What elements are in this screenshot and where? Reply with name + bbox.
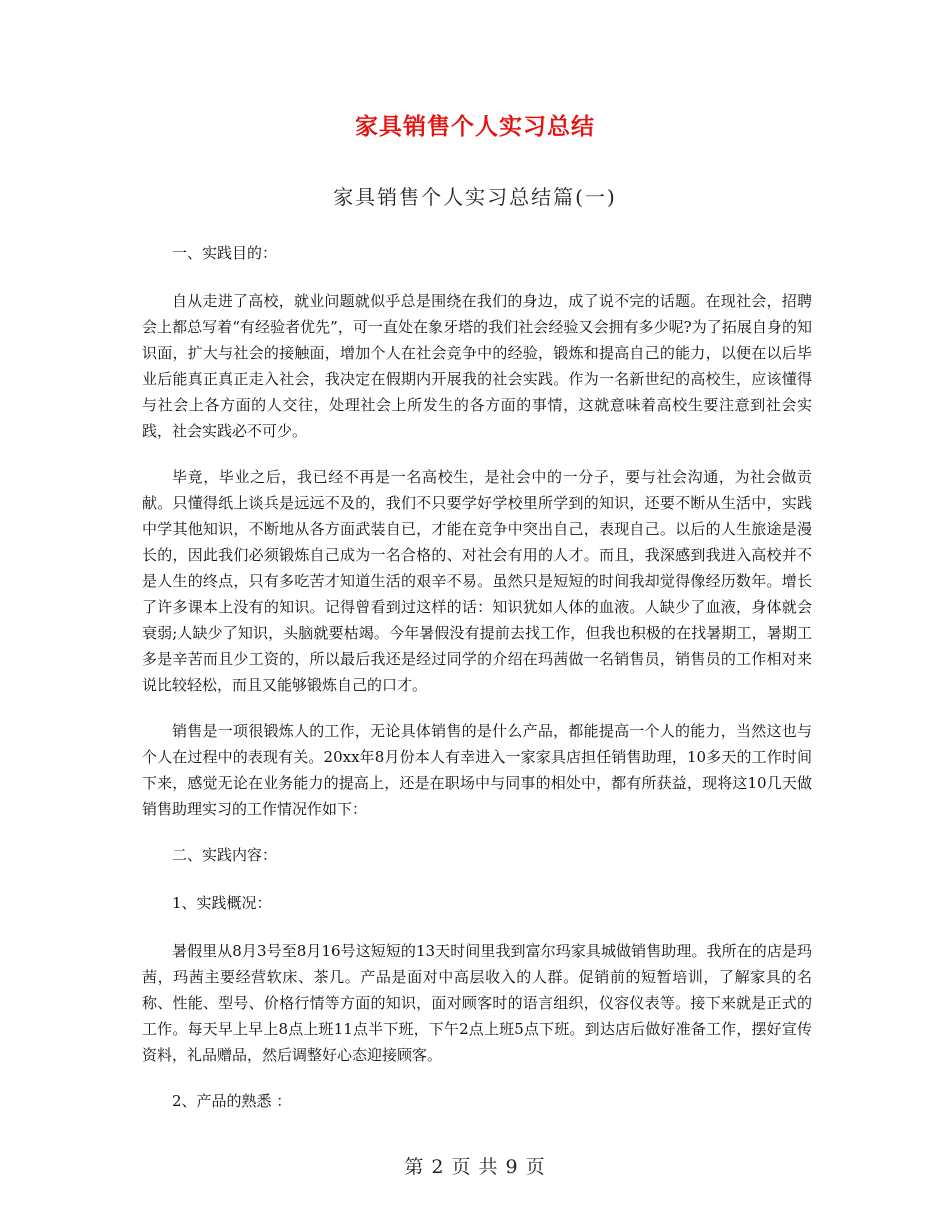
document-body	[142, 240, 812, 1136]
paragraph: 销售是一项很锻炼人的工作，无论具体销售的是什么产品，都能提高一个人的能力，当然这也与个人在过程中的表现有关。20xx年8月份本人有幸进入一家家具店担任销售助理，10多天的工作时间下来，感觉无论在业务能力的提高上，还是在职场中与同事的相处中，都有所获益，现将这10几天做销售助理实习的工作情况作如下：	[142, 722, 812, 818]
page-footer: 第 2 页 共 9 页	[404, 1156, 546, 1178]
document-subtitle: 家具销售个人实习总结篇(一)	[333, 185, 617, 209]
subheading-overview: 1、实践概况：	[172, 894, 272, 912]
section-heading-purpose: 一、实践目的：	[172, 244, 278, 262]
document-title: 家具销售个人实习总结	[355, 114, 595, 140]
section-heading-content: 二、实践内容：	[172, 846, 278, 864]
paragraph: 毕竟，毕业之后，我已经不再是一名高校生，是社会中的一分子，要与社会沟通，为社会做贡献。只懂得纸上谈兵是远远不及的，我们不只要学好学校里所学到的知识，还要不断从生活中，实践中学其他知识，不断地从各方面武装自已，才能在竞争中突出自己，表现自己。以后的人生旅途是漫长的，因此我们必须锻炼自己成为一名合格的、对社会有用的人才。而且，我深感到我进入高校并不是人生的终点，只有多吃苦才知道生活的艰辛不易。虽然只是短短的时间我却觉得像经历数年。增长了许多课本上没有的知识。记得曾看到过这样的话：知识犹如人体的血液。人缺少了血液，身体就会衰弱;人缺少了知识，头脑就要枯竭。今年暑假没有提前去找工作，但我也积极的在找暑期工，暑期工多是辛苦而且少工资的，所以最后我还是经过同学的介绍在玛茜做一名销售员，销售员的工作相对来说比较轻松，而且又能够锻炼自己的口才。	[142, 468, 812, 694]
subheading-products: 2、产品的熟悉 ：	[172, 1092, 292, 1110]
paragraph: 暑假里从8月3号至8月16号这短短的13天时间里我到富尔玛家具城做销售助理。我所在的店是玛茜，玛茜主要经营软床、茶几。产品是面对中高层收入的人群。促销前的短暂培训，了解家具的名称、性能、型号、价格行情等方面的知识，面对顾客时的语言组织，仪容仪表等。接下来就是正式的工作。每天早上早上8点上班11点半下班，下午2点上班5点下班。到达店后做好准备工作，摆好宣传资料，礼品赠品，然后调整好心态迎接顾客。	[142, 942, 812, 1064]
paragraph: 自从走进了高校，就业问题就似乎总是围绕在我们的身边，成了说不完的话题。在现社会，招聘会上都总写着“有经验者优先”，可一直处在象牙塔的我们社会经验又会拥有多少呢?为了拓展自身的知识面，扩大与社会的接触面，增加个人在社会竞争中的经验，锻炼和提高自己的能力，以便在以后毕业后能真正真正走入社会，我决定在假期内开展我的社会实践。作为一名新世纪的高校生，应该懂得与社会上各方面的人交往，处理社会上所发生的各方面的事情，这就意味着高校生要注意到社会实践，社会实践必不可少。	[142, 292, 812, 440]
